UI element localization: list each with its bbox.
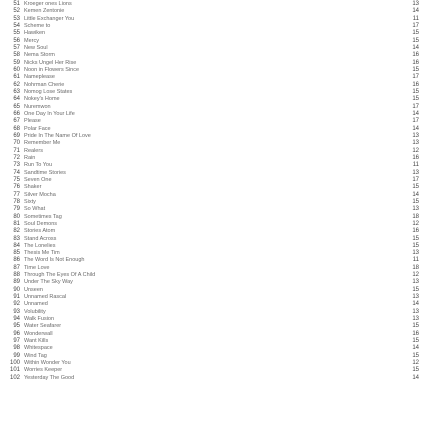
item-number: 81 xyxy=(13,220,20,227)
item-count: 15 xyxy=(412,66,419,73)
item-count: 16 xyxy=(412,81,419,88)
item-count: 13 xyxy=(412,316,419,323)
item-number: 78 xyxy=(13,198,20,205)
item-title: Hawiken xyxy=(24,30,46,37)
item-title: Stand Across xyxy=(24,235,57,242)
item-number: 72 xyxy=(13,154,20,161)
item-title: Run To You xyxy=(24,162,53,169)
list-item xyxy=(0,250,433,257)
item-count: 13 xyxy=(412,279,419,286)
list-item xyxy=(0,338,433,345)
item-number: 57 xyxy=(13,44,20,51)
item-count: 13 xyxy=(412,1,419,7)
item-number: 76 xyxy=(13,184,20,191)
item-title: The Word Is Not Enough xyxy=(24,257,85,264)
item-number: 87 xyxy=(13,264,20,271)
list-item xyxy=(0,323,433,330)
item-number: 61 xyxy=(13,74,20,81)
list-item xyxy=(0,272,433,279)
item-count: 15 xyxy=(412,338,419,345)
item-number: 66 xyxy=(13,110,20,117)
item-title: Time Love xyxy=(24,264,50,271)
item-title: Seven One xyxy=(24,176,52,183)
item-count: 12 xyxy=(412,220,419,227)
list-item xyxy=(0,243,433,250)
item-title: Within Wonder You xyxy=(24,360,71,367)
item-count: 17 xyxy=(412,74,419,81)
item-number: 102 xyxy=(9,374,20,381)
list-item xyxy=(0,45,433,52)
item-count: 15 xyxy=(412,286,419,293)
item-count: 15 xyxy=(412,96,419,103)
list-item xyxy=(0,162,433,169)
item-count: 14 xyxy=(412,110,419,117)
list-item xyxy=(0,353,433,360)
item-number: 99 xyxy=(13,352,20,359)
item-title: Nuremwon xyxy=(24,103,51,110)
item-count: 15 xyxy=(412,242,419,249)
item-number: 56 xyxy=(13,37,20,44)
item-title: Nameplease xyxy=(24,74,55,81)
item-title: Nema Storm xyxy=(24,52,55,59)
item-title: Nokey's Home xyxy=(24,96,60,103)
item-count: 13 xyxy=(412,169,419,176)
item-title: Thesis Me Tim xyxy=(24,250,60,257)
list-item xyxy=(0,96,433,103)
item-title: Rain xyxy=(24,154,36,161)
item-count: 14 xyxy=(412,44,419,51)
item-number: 100 xyxy=(9,360,20,367)
list-item xyxy=(0,206,433,213)
item-count: 18 xyxy=(412,213,419,220)
item-number: 83 xyxy=(13,235,20,242)
item-count: 14 xyxy=(412,8,419,15)
list-item xyxy=(0,140,433,147)
list-item xyxy=(0,375,433,382)
item-count: 18 xyxy=(412,264,419,271)
item-title: Nomog Lose States xyxy=(24,88,73,95)
item-number: 51 xyxy=(13,1,20,7)
list-item xyxy=(0,316,433,323)
item-title: Silver Mocha xyxy=(24,191,56,198)
item-number: 63 xyxy=(13,88,20,95)
item-count: 15 xyxy=(412,198,419,205)
item-title: Realers xyxy=(24,147,43,154)
item-number: 70 xyxy=(13,140,20,147)
item-number: 92 xyxy=(13,301,20,308)
item-title: Mercy xyxy=(24,37,39,44)
item-title: Noon in Flowers Since xyxy=(24,66,80,73)
item-count: 12 xyxy=(412,360,419,367)
item-count: 14 xyxy=(412,191,419,198)
list-item xyxy=(0,52,433,59)
item-count: 16 xyxy=(412,228,419,235)
item-title: Nohrman Cherie xyxy=(24,81,65,88)
item-title: Worries Keeper xyxy=(24,367,63,374)
item-count: 13 xyxy=(412,206,419,213)
item-count: 14 xyxy=(412,374,419,381)
track-list xyxy=(0,1,433,382)
item-number: 89 xyxy=(13,279,20,286)
item-number: 75 xyxy=(13,176,20,183)
list-item xyxy=(0,8,433,15)
item-number: 74 xyxy=(13,169,20,176)
item-title: Unseen xyxy=(24,286,43,293)
item-count: 16 xyxy=(412,52,419,59)
list-item xyxy=(0,104,433,111)
item-number: 59 xyxy=(13,59,20,66)
item-title: Through The Eyes Of A Child xyxy=(24,272,96,279)
list-item xyxy=(0,279,433,286)
item-count: 16 xyxy=(412,154,419,161)
item-number: 88 xyxy=(13,272,20,279)
item-count: 12 xyxy=(412,272,419,279)
item-number: 55 xyxy=(13,30,20,37)
item-count: 17 xyxy=(412,103,419,110)
item-count: 15 xyxy=(412,30,419,37)
item-title: One Day In Your Life xyxy=(24,110,75,117)
list-item xyxy=(0,89,433,96)
item-count: 17 xyxy=(412,176,419,183)
item-number: 94 xyxy=(13,316,20,323)
item-count: 12 xyxy=(412,147,419,154)
item-title: Sixty xyxy=(24,198,36,205)
item-title: Little Exchanger You xyxy=(24,15,75,22)
list-item xyxy=(0,126,433,133)
list-item xyxy=(0,331,433,338)
list-item xyxy=(0,257,433,264)
item-number: 82 xyxy=(13,228,20,235)
item-title: Stories Atom xyxy=(24,228,56,235)
list-item xyxy=(0,309,433,316)
item-count: 11 xyxy=(412,15,419,22)
list-item xyxy=(0,265,433,272)
list-item xyxy=(0,214,433,221)
item-count: 11 xyxy=(412,162,419,169)
item-number: 67 xyxy=(13,118,20,125)
item-count: 13 xyxy=(412,308,419,315)
item-number: 62 xyxy=(13,81,20,88)
item-count: 17 xyxy=(412,22,419,29)
item-title: Soul Demons xyxy=(24,220,58,227)
item-number: 96 xyxy=(13,330,20,337)
item-number: 95 xyxy=(13,323,20,330)
item-number: 97 xyxy=(13,338,20,345)
item-count: 15 xyxy=(412,37,419,44)
item-title: Remember Me xyxy=(24,140,61,147)
item-title: Polar Face xyxy=(24,125,51,132)
item-title: Scheme to xyxy=(24,22,51,29)
item-number: 53 xyxy=(13,15,20,22)
item-count: 15 xyxy=(412,88,419,95)
item-count: 15 xyxy=(412,367,419,374)
list-item xyxy=(0,360,433,367)
item-count: 13 xyxy=(412,132,419,139)
item-number: 69 xyxy=(13,132,20,139)
list-item xyxy=(0,228,433,235)
item-count: 14 xyxy=(412,125,419,132)
list-item xyxy=(0,367,433,374)
list-item xyxy=(0,118,433,125)
item-count: 13 xyxy=(412,140,419,147)
item-title: Whitespace xyxy=(24,345,53,352)
item-number: 84 xyxy=(13,242,20,249)
list-item xyxy=(0,38,433,45)
item-title: Wind Tag xyxy=(24,352,47,359)
item-number: 101 xyxy=(9,367,20,374)
item-title: Unnamed xyxy=(24,301,48,308)
item-number: 52 xyxy=(13,8,20,15)
list-item xyxy=(0,192,433,199)
item-title: So What xyxy=(24,206,46,213)
item-number: 60 xyxy=(13,66,20,73)
item-count: 13 xyxy=(412,250,419,257)
list-item xyxy=(0,177,433,184)
item-number: 93 xyxy=(13,308,20,315)
list-item xyxy=(0,16,433,23)
item-count: 13 xyxy=(412,294,419,301)
list-item xyxy=(0,67,433,74)
item-count: 16 xyxy=(412,330,419,337)
list-item xyxy=(0,1,433,8)
item-count: 11 xyxy=(412,257,419,264)
list-item xyxy=(0,221,433,228)
list-item xyxy=(0,345,433,352)
item-title: Yesterday The Good xyxy=(24,374,75,381)
list-item xyxy=(0,133,433,140)
item-count: 14 xyxy=(412,301,419,308)
item-number: 91 xyxy=(13,294,20,301)
list-item xyxy=(0,287,433,294)
item-count: 16 xyxy=(412,59,419,66)
list-item xyxy=(0,60,433,67)
item-title: Shaker xyxy=(24,184,42,191)
item-title: Under The Sky Way xyxy=(24,279,73,286)
item-title: Want Kills xyxy=(24,338,49,345)
item-number: 80 xyxy=(13,213,20,220)
item-count: 15 xyxy=(412,323,419,330)
item-title: Pride In The Name Of Love xyxy=(24,132,91,139)
item-number: 90 xyxy=(13,286,20,293)
item-title: Kroeger ones Lions xyxy=(24,1,72,7)
item-title: Unnamed Rascal xyxy=(24,294,67,301)
item-count: 17 xyxy=(412,118,419,125)
list-item xyxy=(0,74,433,81)
item-number: 68 xyxy=(13,125,20,132)
item-title: Sandtime Stories xyxy=(24,169,66,176)
item-count: 15 xyxy=(412,184,419,191)
list-item xyxy=(0,236,433,243)
list-item xyxy=(0,82,433,89)
item-number: 54 xyxy=(13,22,20,29)
item-number: 77 xyxy=(13,191,20,198)
list-item xyxy=(0,294,433,301)
list-item xyxy=(0,170,433,177)
item-number: 71 xyxy=(13,147,20,154)
item-title: Wonderwall xyxy=(24,330,53,337)
item-title: Kemen Zentonie xyxy=(24,8,65,15)
item-title: Please xyxy=(24,118,41,125)
list-item xyxy=(0,301,433,308)
item-number: 64 xyxy=(13,96,20,103)
item-number: 65 xyxy=(13,103,20,110)
item-title: Sometimes Tag xyxy=(24,213,62,220)
item-number: 98 xyxy=(13,345,20,352)
list-item xyxy=(0,23,433,30)
item-title: Walk Fusion xyxy=(24,316,55,323)
item-title: Water Seafarer xyxy=(24,323,62,330)
list-item xyxy=(0,184,433,191)
item-title: Volubility xyxy=(24,308,46,315)
item-count: 14 xyxy=(412,345,419,352)
item-title: New Soul xyxy=(24,44,48,51)
item-count: 15 xyxy=(412,352,419,359)
item-number: 79 xyxy=(13,206,20,213)
item-number: 73 xyxy=(13,162,20,169)
list-item xyxy=(0,199,433,206)
list-item xyxy=(0,30,433,37)
item-number: 85 xyxy=(13,250,20,257)
list-item xyxy=(0,148,433,155)
item-count: 15 xyxy=(412,235,419,242)
list-item xyxy=(0,111,433,118)
list-item xyxy=(0,155,433,162)
item-number: 86 xyxy=(13,257,20,264)
item-title: The Lonelies xyxy=(24,242,56,249)
item-number: 58 xyxy=(13,52,20,59)
item-title: Nicks Ungel Her Rise xyxy=(24,59,77,66)
